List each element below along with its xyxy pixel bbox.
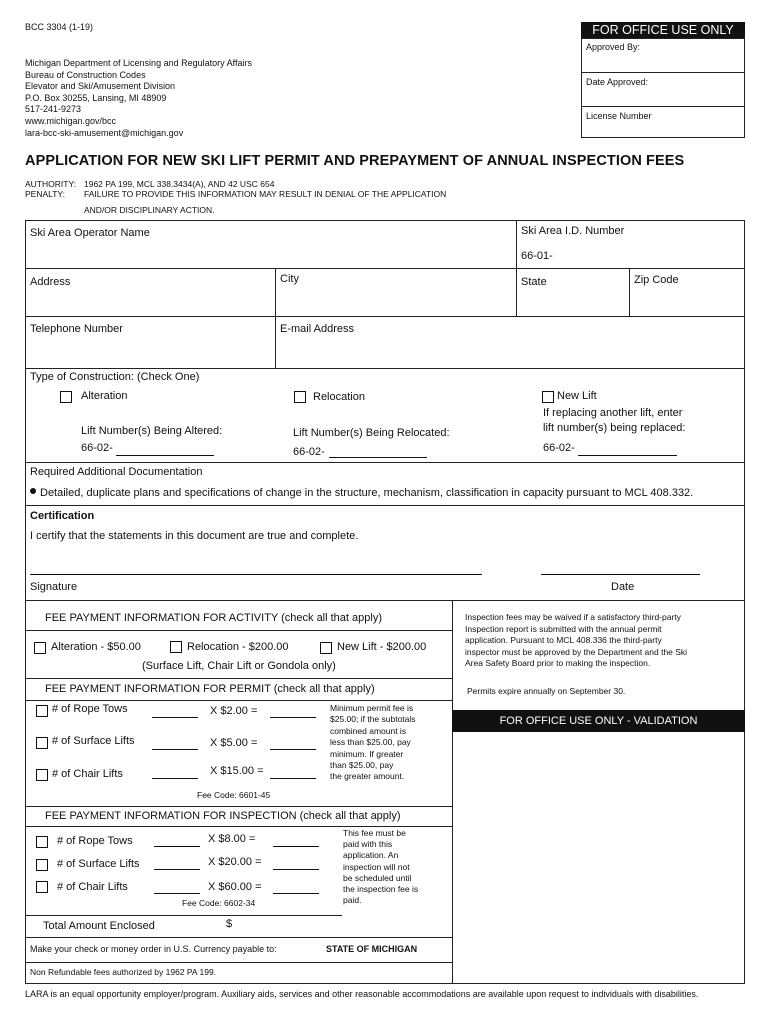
- new-lift-label: New Lift: [557, 390, 597, 402]
- permit-row-rate: X $5.00 =: [210, 737, 258, 749]
- note-line: paid with this: [343, 839, 393, 850]
- documentation-heading: Required Additional Documentation: [30, 466, 203, 478]
- inspection-rope-tows-subtotal[interactable]: [273, 846, 319, 847]
- inspection-note: [343, 828, 443, 906]
- inspection-fee-code: Fee Code: 6602-34: [182, 898, 256, 908]
- signature-input[interactable]: [30, 574, 482, 575]
- note-line: Inspection fees may be waived if a satisfactory third-party: [465, 612, 681, 622]
- agency-line: Elevator and Ski/Amusement Division: [25, 81, 176, 92]
- inspection-surface-lifts-count[interactable]: [154, 869, 200, 870]
- agency-line: P.O. Box 30255, Lansing, MI 48909: [25, 92, 167, 103]
- new-lift-note: If replacing another lift, enter: [543, 407, 683, 419]
- office-use-header: FOR OFFICE USE ONLY: [581, 22, 745, 38]
- note-line: combined amount is: [330, 725, 407, 736]
- operator-name-label: Ski Area Operator Name: [30, 227, 150, 239]
- permit-row-rate: X $2.00 =: [210, 705, 258, 717]
- inspection-row-rate: X $60.00 =: [208, 881, 262, 893]
- approved-by-label: Approved By:: [586, 42, 641, 52]
- fee-alteration-checkbox[interactable]: [34, 642, 46, 654]
- inspection-row-label: # of Rope Tows: [57, 835, 133, 847]
- permit-surface-lifts-subtotal[interactable]: [270, 749, 316, 750]
- new-lift-note-2: lift number(s) being replaced:: [543, 422, 686, 434]
- expiration-note: Permits expire annually on September 30.: [467, 686, 626, 696]
- documentation-bullet: Detailed, duplicate plans and specifications of change in the structure, mechanism, classification in capacity pursuant to MCL 408.332.: [40, 487, 694, 499]
- note-line: $25.00; if the subtotals: [330, 714, 416, 725]
- permit-surface-lifts-checkbox[interactable]: [36, 737, 48, 749]
- inspection-row-label: # of Chair Lifts: [57, 881, 128, 893]
- inspection-row-label: # of Surface Lifts: [57, 858, 140, 870]
- permit-row-label: # of Rope Tows: [52, 703, 128, 715]
- minimum-fee-note: [330, 703, 435, 783]
- penalty-label: PENALTY:: [25, 189, 65, 199]
- telephone-label: Telephone Number: [30, 323, 123, 335]
- fee-relocation-checkbox[interactable]: [170, 641, 182, 653]
- note-line: Inspection report is submitted with the annual permit: [465, 623, 662, 634]
- replaced-lift-input[interactable]: [578, 455, 677, 456]
- note-line: application. Pursuant to MCL 408.336 the third-party: [465, 635, 662, 646]
- email-label: E-mail Address: [280, 323, 354, 335]
- alteration-label: Alteration: [81, 390, 128, 402]
- certification-text: I certify that the statements in this document are true and complete.: [30, 530, 359, 542]
- permit-chair-lifts-checkbox[interactable]: [36, 769, 48, 781]
- inspection-chair-lifts-checkbox[interactable]: [36, 881, 48, 893]
- note-line: inspection will not: [343, 861, 410, 872]
- relocated-lift-label: Lift Number(s) Being Relocated:: [293, 427, 450, 439]
- inspection-row-rate: X $20.00 =: [208, 856, 262, 868]
- city-label: City: [280, 273, 299, 285]
- penalty-text: FAILURE TO PROVIDE THIS INFORMATION MAY RESULT IN DENIAL OF THE APPLICATION: [84, 189, 447, 199]
- agency-url[interactable]: www.michigan.gov/bcc: [25, 115, 117, 126]
- permit-row-rate: X $15.00 =: [210, 765, 264, 777]
- fee-inspection-heading: FEE PAYMENT INFORMATION FOR INSPECTION (check all that apply): [45, 810, 401, 822]
- page-title: APPLICATION FOR NEW SKI LIFT PERMIT AND PREPAYMENT OF ANNUAL INSPECTION FEES: [25, 153, 685, 169]
- fee-activity-note: (Surface Lift, Chair Lift or Gondola only): [142, 660, 336, 672]
- agency-email[interactable]: lara-bcc-ski-amusement@michigan.gov: [25, 127, 184, 138]
- payable-payee: STATE OF MICHIGAN: [326, 944, 418, 954]
- state-label: State: [521, 276, 547, 288]
- agency-line: Michigan Department of Licensing and Regulatory Affairs: [25, 58, 252, 68]
- penalty-text-2: AND/OR DISCIPLINARY ACTION.: [84, 205, 215, 215]
- validation-header: FOR OFFICE USE ONLY - VALIDATION: [452, 710, 745, 732]
- agency-line: 517-241-9273: [25, 104, 82, 115]
- new-lift-checkbox[interactable]: [542, 391, 554, 403]
- permit-surface-lifts-count[interactable]: [152, 749, 198, 750]
- note-line: be scheduled until: [343, 872, 412, 883]
- permit-rope-tows-checkbox[interactable]: [36, 705, 48, 717]
- note-line: application. An: [343, 850, 399, 861]
- agency-line: Bureau of Construction Codes: [25, 69, 146, 80]
- certification-heading: Certification: [30, 510, 95, 522]
- signature-label: Signature: [30, 581, 78, 593]
- fee-alteration-label: Alteration - $50.00: [51, 641, 141, 653]
- note-line: less than $25.00, pay: [330, 737, 411, 748]
- note-line: paid.: [343, 895, 362, 906]
- relocation-checkbox[interactable]: [294, 391, 306, 403]
- relocated-lift-prefix: 66-02-: [293, 446, 325, 458]
- ski-area-id-label: Ski Area I.D. Number: [521, 225, 625, 237]
- permit-chair-lifts-count[interactable]: [152, 778, 198, 779]
- permit-row-label: # of Surface Lifts: [52, 735, 135, 747]
- note-line: than $25.00, pay: [330, 760, 394, 771]
- ski-area-id-prefix[interactable]: 66-01-: [521, 250, 553, 262]
- inspection-chair-lifts-count[interactable]: [154, 893, 200, 894]
- inspection-surface-lifts-subtotal[interactable]: [273, 869, 319, 870]
- note-line: Minimum permit fee is: [330, 703, 414, 713]
- waiver-note: [465, 612, 737, 670]
- permit-rope-tows-count[interactable]: [152, 717, 198, 718]
- payable-text: Make your check or money order in U.S. Currency payable to:: [30, 944, 277, 954]
- note-line: inspector must be approved by the Department and the Ski: [465, 646, 688, 657]
- construction-heading: Type of Construction: (Check One): [30, 371, 200, 383]
- inspection-rope-tows-count[interactable]: [154, 846, 200, 847]
- inspection-rope-tows-checkbox[interactable]: [36, 836, 48, 848]
- date-approved-label: Date Approved:: [586, 77, 649, 87]
- total-dollar-sign: $: [226, 918, 233, 930]
- note-line: Area Safety Board prior to making the inspection.: [465, 658, 651, 669]
- altered-lift-input[interactable]: [116, 455, 214, 456]
- altered-lift-prefix: 66-02-: [81, 442, 113, 454]
- relocation-label: Relocation: [313, 391, 365, 403]
- address-label: Address: [30, 276, 71, 288]
- date-input[interactable]: [541, 574, 700, 575]
- permit-row-label: # of Chair Lifts: [52, 768, 123, 780]
- permit-fee-code: Fee Code: 6601-45: [197, 790, 271, 800]
- date-label: Date: [611, 581, 635, 593]
- footer-note: LARA is an equal opportunity employer/program. Auxiliary aids, services and other reasonable accommodations are available upon request to individuals with disabilities.: [25, 989, 699, 999]
- bullet-icon: [30, 488, 36, 494]
- altered-lift-label: Lift Number(s) Being Altered:: [81, 425, 223, 437]
- agency-address: [25, 58, 252, 139]
- fee-activity-heading: FEE PAYMENT INFORMATION FOR ACTIVITY (check all that apply): [45, 612, 382, 624]
- permit-rope-tows-subtotal[interactable]: [270, 717, 316, 718]
- note-line: the greater amount.: [330, 771, 405, 782]
- license-number-label: License Number: [586, 111, 652, 121]
- alteration-checkbox[interactable]: [60, 391, 72, 403]
- note-line: minimum. If greater: [330, 748, 404, 759]
- fee-relocation-label: Relocation - $200.00: [187, 641, 289, 653]
- authority-label: AUTHORITY:: [25, 179, 77, 189]
- replaced-lift-prefix: 66-02-: [543, 442, 575, 454]
- note-line: the inspection fee is: [343, 884, 419, 895]
- authority-text: 1962 PA 199, MCL 338.3434(A), AND 42 USC 654: [84, 179, 275, 189]
- zip-label: Zip Code: [634, 274, 679, 286]
- office-use-box: [581, 38, 745, 138]
- relocated-lift-input[interactable]: [329, 457, 427, 458]
- note-line: This fee must be: [343, 828, 406, 838]
- inspection-surface-lifts-checkbox[interactable]: [36, 859, 48, 871]
- permit-chair-lifts-subtotal[interactable]: [270, 778, 316, 779]
- non-refundable-note: Non Refundable fees authorized by 1962 PA 199.: [30, 967, 217, 977]
- inspection-row-rate: X $8.00 =: [208, 833, 256, 845]
- total-label: Total Amount Enclosed: [43, 920, 155, 932]
- inspection-chair-lifts-subtotal[interactable]: [273, 893, 319, 894]
- fee-new-lift-checkbox[interactable]: [320, 642, 332, 654]
- form-id: BCC 3304 (1-19): [25, 22, 94, 32]
- fee-new-lift-label: New Lift - $200.00: [337, 641, 427, 653]
- fee-permit-heading: FEE PAYMENT INFORMATION FOR PERMIT (check all that apply): [45, 683, 375, 695]
